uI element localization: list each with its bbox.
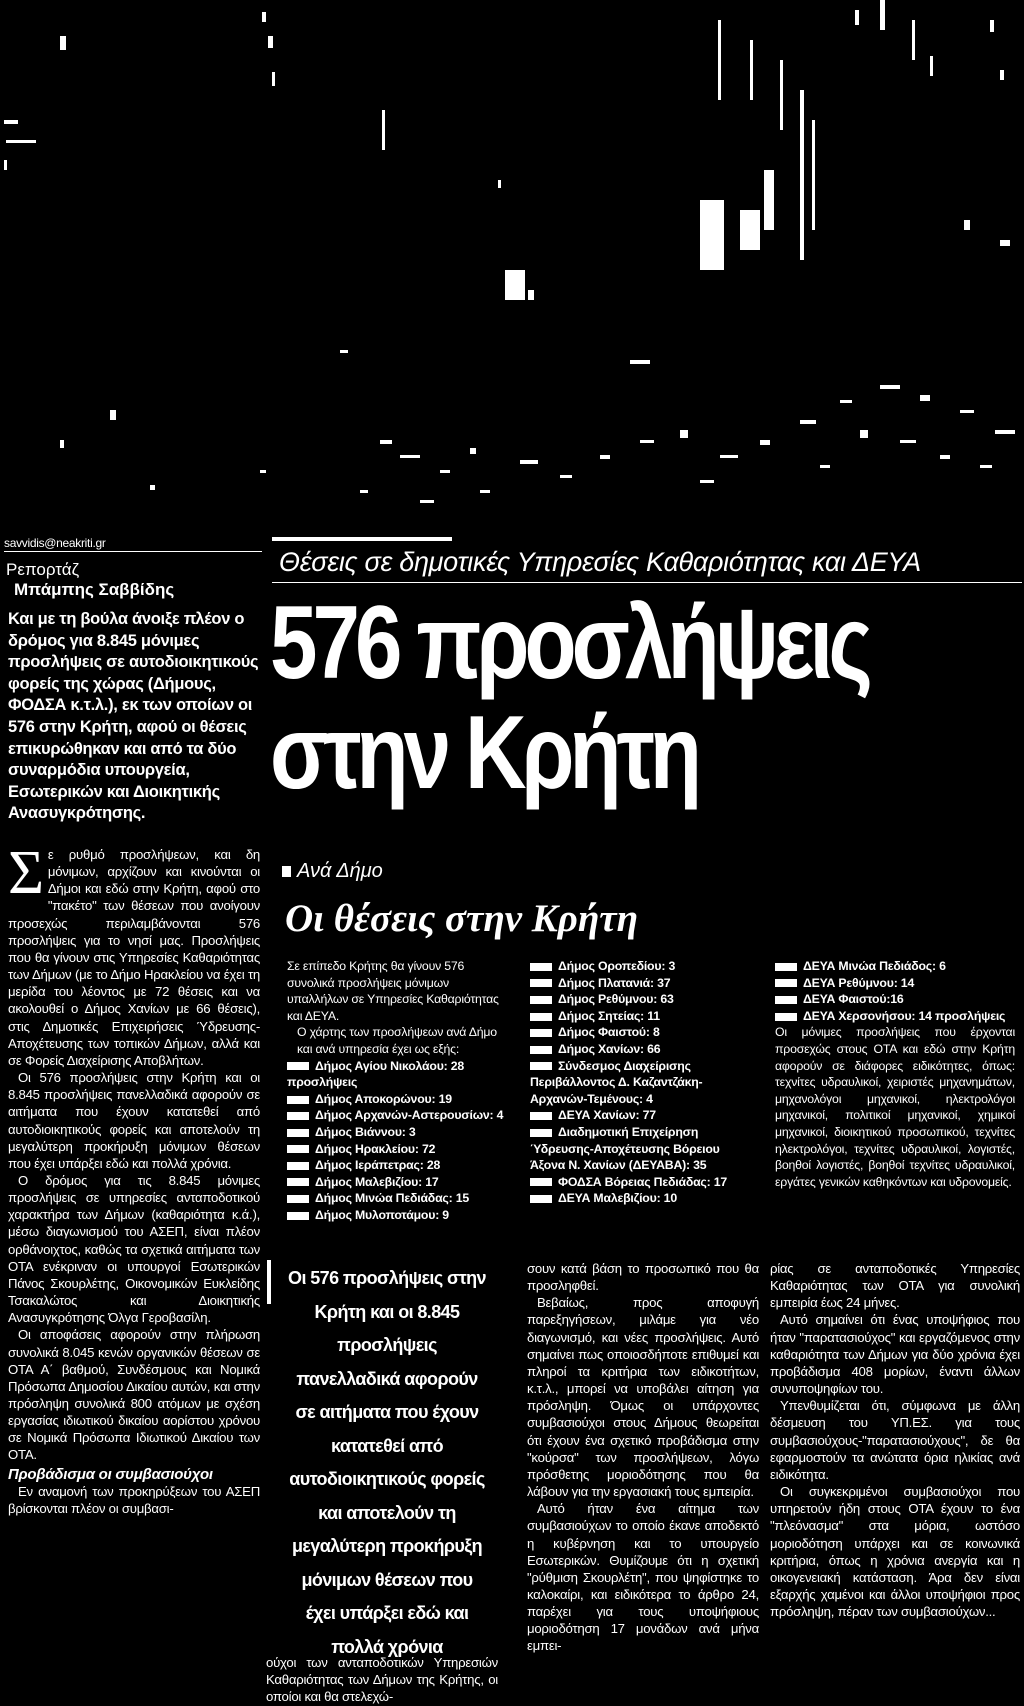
bullet-icon [530,963,552,971]
bottom-column-2 [527,1260,759,1655]
list-item [530,1174,756,1191]
headline-line-1: 576 προσλήψεις [270,585,868,701]
bullet-icon [287,1062,309,1070]
list-item-text: Δήμος Οροπεδίου: 3 [558,959,676,973]
bullet-icon [287,1195,309,1203]
paragraph: ρίας σε ανταποδοτικές Υπηρεσίες Καθαριότητας των ΟΤΑ για συνολική εμπειρία έως 24 μήνες. [770,1261,1020,1311]
list-item [530,991,756,1008]
bullet-icon [530,1046,552,1054]
list-item-text: ΔΕΥΑ Χανίων: 77 [558,1108,656,1123]
list-item-text: Δήμος Μυλοποτάμου: 9 [315,1207,449,1222]
box-specialties-text: Οι μόνιμες προσλήψεις που έρχονται προσεχώς στους ΟΤΑ και εδώ στην Κρήτη αφορούν σε διάφορες ειδικότητες, όπως: τεχνίτες υδραυλικοί, χειριστές μηχανημάτων, μηχανολόγοι μηχανικοί, ηλεκτρολόγοι μηχανικοί, πολιτικοί μηχανικοί, χημικοί μηχανικοί, διοικητικού προσωπικού, τεχνίτες ηλεκτρολόγοι, τεχνίτες υδραυλικοί, λογιστές, βοηθοί λογιστές, βοηθοί τεχνίτες υδραυλικοί, εργάτες γενικών καθηκόντων και υδρονομείς. [775,1025,1015,1189]
section-subhead [282,860,383,883]
list-item-text: Δήμος Μαλεβιζίου: 17 [315,1174,439,1189]
bullet-icon [530,1178,552,1186]
list-item [775,991,1015,1008]
bullet-icon [775,996,797,1004]
list-item-text: Δήμος Αρχανών-Αστερουσίων: 4 [315,1108,504,1123]
photo-graphic [0,0,1024,530]
paragraph-5: Εν αναμονή των προκηρύξεων του ΑΣΕΠ βρίσκονται πλέον οι συμβασι- [8,1483,260,1516]
list-item-text: ΔΕΥΑ Χερσονήσου: 14 προσλήψεις [803,1008,1006,1023]
list-item [287,1207,507,1224]
author-email: savvidis@neakriti.gr [4,536,106,550]
bullet-icon [287,1178,309,1186]
section-subhead-text: Ανά Δήμο [297,860,383,882]
list-item-text: Σύνδεσμος Διαχείρισης Περιβάλλοντος Δ. Καζαντζάκη-Αρχανών-Τεμένους: 4 [530,1058,703,1106]
article-headline [270,585,868,811]
header-rule-left [4,551,262,552]
header-rule-right-thin [272,582,1022,583]
bullet-icon [775,963,797,971]
bullet-icon [530,1029,552,1037]
list-item-text: Δήμος Βιάννου: 3 [315,1124,416,1139]
night-photo [0,0,1024,530]
bullet-icon [530,996,552,1004]
box-column-3 [775,958,1015,1190]
box-intro: Σε επίπεδο Κρήτης θα γίνουν 576 συνολικά προσλήψεις μόνιμων υπαλλήλων σε Υπηρεσίες Καθαριότητας και ΔΕΥΑ. [287,959,499,1023]
header-rule-right [272,537,452,541]
paragraph: σουν κατά βάση το προσωπικό που θα προσληφθεί. [527,1261,759,1294]
list-item-text: Δήμος Φαιστού: 8 [558,1025,660,1040]
list-item-text: Δήμος Ιεράπετρας: 28 [315,1158,441,1173]
list-item-text: Δήμος Μινώα Πεδιάδας: 15 [315,1191,470,1206]
list-item-text: Δήμος Πλατανιά: 37 [558,975,671,990]
paragraph-tail: ούχοι των ανταποδοτικών Υπηρεσιών Καθαριότητας των Δήμων της Κρήτης, οι οποίοι και θα στελεχώ- [266,1655,498,1705]
bullet-icon [287,1145,309,1153]
bullet-square-icon [282,866,291,877]
rubric-label: Ρεπορτάζ [6,560,80,579]
list-item [530,1008,756,1025]
bullet-icon [530,1112,552,1120]
box-column-2 [530,958,756,1207]
bullet-icon [530,1129,552,1137]
box-column-1 [287,958,507,1224]
article-kicker: Θέσεις σε δημοτικές Υπηρεσίες Καθαριότητας και ΔΕΥΑ [279,547,921,577]
list-item-text: Δήμος Ηρακλείου: 72 [315,1141,436,1156]
pull-quote-bar [267,1260,271,1304]
list-item-text: ΔΕΥΑ Ρεθύμνου: 14 [803,975,915,990]
list-item-text: ΦΟΔΣΑ Βόρειας Πεδιάδας: 17 [558,1174,728,1189]
bullet-icon [530,1062,552,1070]
paragraph-3: Ο δρόμος για τις 8.845 μόνιμες προσλήψεις σε υπηρεσίες ανταποδοτικού χαρακτήρα των Δήμων (καθαριότητα κ.ά.), μέσω διαγωνισμού του ΑΣΕΠ, είναι πλέον ορθάνοιχτος, καθώς τα σχετικά αιτήματα των ΟΤΑ ενέκριναν οι υπουργοί Εσωτερικών Πάνος Σκουρλέτης, Οικονομικών Ευκλείδης Τσακαλώτος και Διοικητικής Ανασυγκρότησης Όλγα Γεροβασίλη. [8,1172,260,1326]
list-item-text: Δήμος Αποκορώνου: 19 [315,1091,452,1106]
bullet-icon [287,1096,309,1104]
list-item [530,958,756,975]
paragraph-2: Οι 576 προσλήψεις στην Κρήτη και οι 8.845 προσλήψεις πανελλαδικά αφορούν σε αιτήματα που έχουν κατατεθεί από αυτοδιοικητικούς φορείς και αποτελούν τη μεγαλύτερη προκήρυξη μόνιμων θέσεων που έχει υπάρξει εδώ και πολλά χρόνια. [8,1070,260,1171]
bullet-icon [287,1112,309,1120]
bottom-column-1-tail [266,1654,498,1705]
list-item [287,1174,507,1191]
paragraph: Βεβαίως, προς αποφυγή παρεξηγήσεων, μιλάμε για νέο διαγωνισμό, και νέες προσλήψεις. Αυτό σημαίνει πως οποιοσδήποτε επιθυμεί και πληροί τα κριτήρια των ειδικοτήτων, κ.τ.λ., μπορεί να υποβάλει αίτηση για πρόσληψη. Όμως οι υπάρχοντες συμβασιούχοι στους Δήμους θεωρείται ότι έχουν ένα σχετικό προβάδισμα στην "κούρσα" των προσλήψεων, λόγω πρόσθετης μοριοδότησης που θα λάβουν για την εργασιακή τους εμπειρία. [527,1295,759,1500]
list-item-text: ΔΕΥΑ Μινώα Πεδιάδος: 6 [803,959,946,973]
list-item [530,1190,756,1207]
list-item [287,1058,507,1091]
list-item-text: Διαδημοτική Επιχείρηση Ύδρευσης-Αποχέτευσης Βόρειου Άξονα Ν. Χανίων (ΔΕΥΑΒΑ): 35 [530,1124,720,1173]
list-item [287,1157,507,1174]
list-item [530,1041,756,1058]
list-item [530,975,756,992]
bullet-icon [530,1013,552,1021]
list-item [775,975,1015,992]
article-lede: Και με τη βούλα άνοιξε πλέον ο δρόμος για 8.845 μόνιμες προσλήψεις σε αυτοδιοικητικούς φορείς της χώρας (Δήμους, ΦΟΔΣΑ κ.τ.λ.), εκ των οποίων οι 576 στην Κρήτη, αφού οι θέσεις επικυρώθηκαν και από τα δύο συναρμόδια υπουργεία, Εσωτερικών και Διοικητικής Ανασυγκρότησης. [8,610,259,823]
bullet-icon [287,1129,309,1137]
list-item-text: ΔΕΥΑ Μαλεβιζίου: 10 [558,1191,677,1206]
list-item-text: Δήμος Σητείας: 11 [558,1008,660,1023]
paragraph-1: ε ρυθμό προσλήψεων, και δη μόνιμων, αρχίζουν και κινούνται οι Δήμοι και εδώ στην Κρήτη, αφού στο "πακέτο" των θέσεων που ανοίγουν προσεχώς περιλαμβάνονται 576 προσλήψεις για το νησί μας. Προσλήψεις που θα γίνουν στις Υπηρεσίες Καθαριότητας των Δήμων (με το Δήμο Ηρακλείου να έχει τη μερίδα του λέοντος με 72 θέσεις και να ακολουθεί ο Δήμος Χανίων με 66 θέσεις), στις Δημοτικές Επιχειρήσεις Ύδρευσης-Αποχέτευσης των τοπικών Δήμων, αλλά και σε Φορείς Διαχείρισης Αποβλήτων. [8,847,260,1068]
dropcap: Σ [8,839,44,907]
bullet-icon [287,1212,309,1220]
list-item [287,1124,507,1141]
list-item [530,1024,756,1041]
list-item [775,958,1015,975]
box-title: Οι θέσεις στην Κρήτη [285,897,638,940]
left-column [8,839,260,1517]
list-item [287,1091,507,1108]
bullet-icon [530,979,552,987]
paragraph: Οι συγκεκριμένοι συμβασιούχοι που υπηρετούν ήδη στους ΟΤΑ έχουν το ένα "πλεόνασμα" στα μόρια, ωστόσο μοριοδότηση υπάρχει και σε κοινωνικά κριτήρια, όπως η χρόνια ανεργία και η οικογενειακή κατάσταση. Άρα δεν είναι εξαρχής χαμένοι και άλλοι υποψήφιοι προς πρόσληψη, πέραν των συμβασιούχων... [770,1484,1020,1620]
subheading-contractors: Προβάδισμα οι συμβασιούχοι [8,1465,213,1483]
list-item-text: ΔΕΥΑ Φαιστού:16 [803,992,904,1007]
bullet-icon [775,1013,797,1021]
pull-quote: Οι 576 προσλήψεις στην Κρήτη και οι 8.845 προσλήψεις πανελλαδικά αφορούν σε αιτήματα που έχουν κατατεθεί από αυτοδιοικητικούς φορείς και αποτελούν τη μεγαλύτερη προκήρυξη μόνιμων θέσεων που έχει υπάρξει εδώ και πολλά χρόνια [288,1268,486,1657]
list-item-text: Δήμος Αγίου Νικολάου: 28 προσλήψεις [287,1058,465,1090]
list-item [775,1008,1015,1025]
list-item-text: Δήμος Ρεθύμνου: 63 [558,992,674,1007]
headline-line-2: στην Κρήτη [270,695,698,811]
list-item [287,1190,507,1207]
bullet-icon [287,1162,309,1170]
author-name: Μπάμπης Σαββίδης [14,580,175,599]
list-item [530,1058,756,1108]
paragraph: Υπενθυμίζεται ότι, σύμφωνα με άλλη δέσμευση του ΥΠ.ΕΣ. για τους συμβασιούχους-"παρατασιούχους", δε θα εφαρμοστούν τα ανώτατα όρια ηλικίας ανά ειδικότητα. [770,1398,1020,1482]
paragraph-intro [8,839,260,1069]
list-item [287,1107,507,1124]
bottom-column-3 [770,1260,1020,1620]
list-item-text: Δήμος Χανίων: 66 [558,1041,661,1056]
bullet-icon [530,1195,552,1203]
paragraph: Αυτό σημαίνει ότι ένας υποψήφιος που ήταν "παρατασιούχος" και εργαζόμενος στην καθαριότητα των Δήμων για δύο χρόνια έχει προβάδισμα 408 μορίων, έναντι άλλων συνυποψηφίων του. [770,1312,1020,1397]
list-item [530,1124,756,1174]
paragraph-4: Οι αποφάσεις αφορούν στην πλήρωση συνολικά 8.045 κενών οργανικών θέσεων σε ΟΤΑ Α΄ βαθμού, Συνδέσμους και Νομικά Πρόσωπα Δημοσίου Δικαίου αυτών, και στην πρόσληψη συνολικά 800 ατόμων με σχέση εργασίας ιδιωτικού δικαίου αορίστου χρόνου σε Νομικά Πρόσωπα Ιδιωτικού Δικαίου των ΟΤΑ. [8,1327,260,1463]
list-item [287,1141,507,1158]
box-intro-2: Ο χάρτης των προσλήψεων ανά Δήμο και ανά υπηρεσία έχει ως εξής: [297,1025,497,1056]
bullet-icon [775,979,797,987]
list-item [530,1107,756,1124]
paragraph: Αυτό ήταν ένα αίτημα των συμβασιούχων το οποίο έκανε αποδεκτό η κυβέρνηση και το υπουργείο Εσωτερικών. Θυμίζουμε ότι η σχετική "ρύθμιση Σκουρλέτη", που ψηφίστηκε το καλοκαίρι, και ειδικότερα το άρθρο 24, παρέχει για τους υποψήφιους μοριοδότηση 17 μονάδων ανά μήνα εμπει- [527,1501,759,1654]
